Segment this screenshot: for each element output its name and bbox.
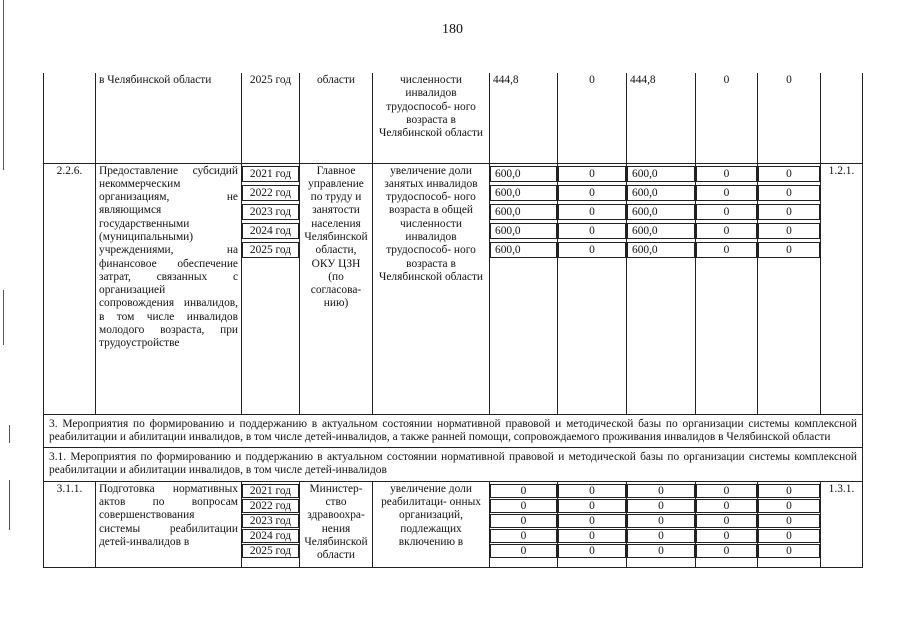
value-item: 600,0 bbox=[490, 185, 557, 201]
number-cell bbox=[44, 73, 96, 163]
value-item: 0 bbox=[558, 544, 626, 558]
subsection-heading: 3.1. Мероприятия по формированию и поддержанию в актуальном состоянии нормативной правовой и методической базы по организации системы комплексной реабилитации и абилитации инвалидов, в том числе детей-инвалидов bbox=[44, 448, 863, 482]
values-cell bbox=[490, 481, 558, 567]
years-cell bbox=[242, 163, 300, 414]
reference-cell: 1.2.1. bbox=[821, 163, 863, 414]
measure-name-cell: Предоставление субсидий некоммерческим организациям, не являющимся государственными (муниципальными) учреждениями, на финансовое обеспечение затрат, связанных с организацией сопровождения инвалидов, в том числе инвалидов молодого возраста, при трудоустройстве bbox=[96, 163, 242, 414]
section-heading: 3. Мероприятия по формированию и поддержанию в актуальном состоянии нормативной правовой и методической базы по организации системы комплексной реабилитации и абилитации инвалидов, в том числе детей-инвалидов, а также ранней помощи, сопровождаемого проживания инвалидов в Челябинской области bbox=[44, 414, 863, 448]
executor-cell: Главное управление по труду и занятости населения Челябинской области, ОКУ ЦЗН (по согласова- нию) bbox=[300, 163, 373, 414]
year-cell: 2025 год bbox=[242, 73, 300, 163]
value-item: 0 bbox=[558, 242, 626, 258]
scan-edge-mark bbox=[9, 480, 10, 530]
indicator-cell: численности инвалидов трудоспособ- ного возраста в Челябинской области bbox=[373, 73, 490, 163]
value-item: 0 bbox=[696, 166, 757, 182]
value-item: 0 bbox=[558, 529, 626, 543]
value-item: 0 bbox=[558, 223, 626, 239]
measure-name-cell: Подготовка нормативных актов по вопросам совершенствования системы реабилитации детей-инвалидов в bbox=[96, 481, 242, 567]
year-item: 2025 год bbox=[242, 544, 299, 558]
value-item: 600,0 bbox=[490, 223, 557, 239]
values-cell bbox=[558, 163, 627, 414]
reference-cell: 1.3.1. bbox=[821, 481, 863, 567]
year-item: 2021 год bbox=[242, 484, 299, 498]
value-item: 0 bbox=[696, 499, 757, 513]
scan-edge-mark bbox=[9, 425, 10, 443]
value-item: 0 bbox=[490, 484, 557, 498]
number-cell: 2.2.6. bbox=[44, 163, 96, 414]
table-row bbox=[44, 163, 863, 414]
page-number: 180 bbox=[442, 22, 463, 37]
value-item: 0 bbox=[696, 223, 757, 239]
value-item: 0 bbox=[758, 223, 820, 239]
values-cell bbox=[558, 481, 627, 567]
value-item: 0 bbox=[627, 499, 695, 513]
value-item: 600,0 bbox=[490, 204, 557, 220]
indicator-cell: увеличение доли реабилитаци- онных организаций, подлежащих включению в bbox=[373, 481, 490, 567]
program-table bbox=[43, 73, 863, 568]
value-item: 0 bbox=[627, 514, 695, 528]
value-item: 0 bbox=[558, 484, 626, 498]
value-cell: 444,8 bbox=[490, 73, 558, 163]
scan-edge-mark bbox=[3, 290, 4, 345]
value-item: 0 bbox=[696, 204, 757, 220]
value-item: 0 bbox=[696, 242, 757, 258]
value-item: 0 bbox=[758, 499, 820, 513]
value-item: 0 bbox=[696, 514, 757, 528]
value-item: 600,0 bbox=[627, 185, 695, 201]
executor-cell: Министер- ство здравоохра- нения Челябинской области bbox=[300, 481, 373, 567]
years-cell bbox=[242, 481, 300, 567]
section-heading-row bbox=[44, 448, 863, 482]
value-item: 0 bbox=[758, 544, 820, 558]
table-row bbox=[44, 73, 863, 163]
value-item: 0 bbox=[558, 514, 626, 528]
value-item: 0 bbox=[758, 185, 820, 201]
reference-cell bbox=[821, 73, 863, 163]
value-item: 0 bbox=[627, 484, 695, 498]
values-cell bbox=[627, 481, 696, 567]
value-item: 0 bbox=[490, 544, 557, 558]
indicator-cell: увеличение доли занятых инвалидов трудоспособ- ного возраста в общей численности инвалидов трудоспособ- ного возраста в Челябинской области bbox=[373, 163, 490, 414]
value-item: 0 bbox=[758, 529, 820, 543]
value-item: 0 bbox=[558, 185, 626, 201]
value-item: 0 bbox=[490, 499, 557, 513]
value-item: 0 bbox=[758, 166, 820, 182]
value-item: 600,0 bbox=[627, 223, 695, 239]
value-item: 0 bbox=[696, 484, 757, 498]
year-item: 2023 год bbox=[242, 204, 299, 220]
year-item: 2025 год bbox=[242, 242, 299, 258]
value-item: 0 bbox=[558, 204, 626, 220]
value-cell: 444,8 bbox=[627, 73, 696, 163]
value-item: 0 bbox=[696, 185, 757, 201]
value-item: 600,0 bbox=[490, 242, 557, 258]
value-item: 600,0 bbox=[490, 166, 557, 182]
year-item: 2022 год bbox=[242, 185, 299, 201]
value-item: 600,0 bbox=[627, 242, 695, 258]
value-item: 0 bbox=[490, 529, 557, 543]
value-cell: 0 bbox=[696, 73, 758, 163]
values-cell bbox=[696, 481, 758, 567]
value-cell: 0 bbox=[758, 73, 821, 163]
values-cell bbox=[758, 163, 821, 414]
value-cell: 0 bbox=[558, 73, 627, 163]
value-item: 600,0 bbox=[627, 204, 695, 220]
values-cell bbox=[627, 163, 696, 414]
number-cell: 3.1.1. bbox=[44, 481, 96, 567]
value-item: 0 bbox=[627, 529, 695, 543]
executor-cell: области bbox=[300, 73, 373, 163]
value-item: 0 bbox=[758, 204, 820, 220]
scan-edge-mark bbox=[3, 0, 4, 170]
value-item: 0 bbox=[696, 544, 757, 558]
measure-name-cell: в Челябинской области bbox=[96, 73, 242, 163]
value-item: 0 bbox=[558, 166, 626, 182]
year-item: 2021 год bbox=[242, 166, 299, 182]
value-item: 0 bbox=[558, 499, 626, 513]
year-item: 2023 год bbox=[242, 514, 299, 528]
value-item: 600,0 bbox=[627, 166, 695, 182]
year-item: 2024 год bbox=[242, 529, 299, 543]
values-cell bbox=[490, 163, 558, 414]
value-item: 0 bbox=[627, 544, 695, 558]
section-heading-row bbox=[44, 414, 863, 448]
table-row bbox=[44, 481, 863, 567]
value-item: 0 bbox=[758, 484, 820, 498]
value-item: 0 bbox=[758, 242, 820, 258]
value-item: 0 bbox=[758, 514, 820, 528]
year-item: 2022 год bbox=[242, 499, 299, 513]
value-item: 0 bbox=[490, 514, 557, 528]
value-item: 0 bbox=[696, 529, 757, 543]
year-item: 2024 год bbox=[242, 223, 299, 239]
values-cell bbox=[696, 163, 758, 414]
values-cell bbox=[758, 481, 821, 567]
